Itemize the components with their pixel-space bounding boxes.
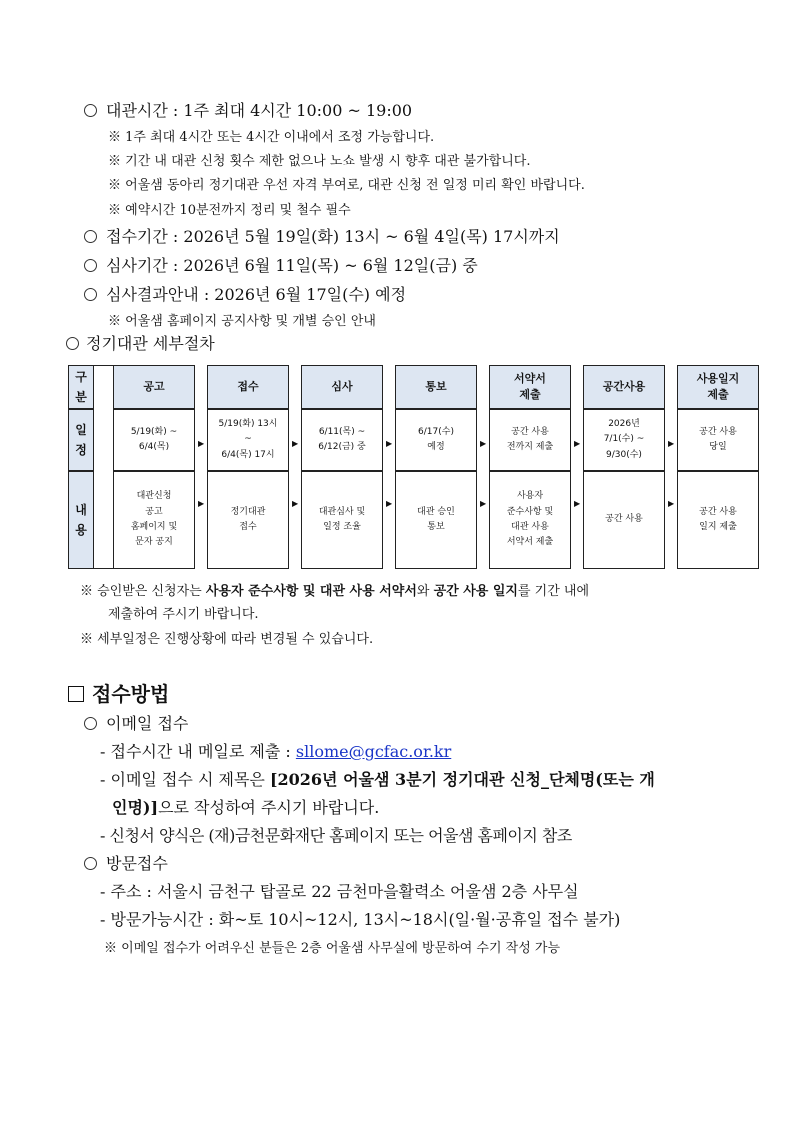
step-header: 통보	[395, 365, 477, 409]
arrow-right-icon: ▶	[574, 439, 581, 448]
table-spacer	[94, 365, 113, 569]
circle-bullet-icon	[84, 104, 97, 117]
arrow-right-icon: ▶	[292, 499, 299, 508]
email-link[interactable]: sllome@gcfac.or.kr	[295, 742, 452, 761]
step-header: 공간사용	[583, 365, 665, 409]
step-date: 6/17(수) 예정	[395, 409, 477, 471]
review-period: 심사기간 : 2026년 6월 11일(목) ~ 6월 12일(금) 중	[84, 253, 478, 276]
step-content: 대관심사 및 일정 조율	[301, 471, 383, 569]
result-notice: 심사결과안내 : 2026년 6월 17일(수) 예정	[84, 282, 406, 305]
step-content: 공간 사용 일지 제출	[677, 471, 759, 569]
row-header-content: 내 용	[68, 471, 94, 569]
step-date: 공간 사용 전까지 제출	[489, 409, 571, 471]
hours-note: ※ 어울샘 동아리 정기대관 우선 자격 부여로, 대관 신청 전 일정 미리 확인 바랍니다.	[108, 178, 585, 193]
step-header: 서약서 제출	[489, 365, 571, 409]
arrow-right-icon: ▶	[386, 439, 393, 448]
step-date: 6/11(목) ~ 6/12(금) 중	[301, 409, 383, 471]
circle-bullet-icon	[84, 857, 97, 870]
subject-line: - 이메일 접수 시 제목은 [2026년 어울샘 3분기 정기대관 신청_단체명(또는 개	[100, 770, 655, 789]
step-date: 5/19(화) 13시 ~ 6/4(목) 17시	[207, 409, 289, 471]
email-line: - 접수시간 내 메일로 제출 : sllome@gcfac.or.kr	[100, 742, 452, 761]
circle-bullet-icon	[84, 259, 97, 272]
visit-note: ※ 이메일 접수가 어려우신 분들은 2층 어울샘 사무실에 방문하여 수기 작성 가능	[104, 941, 561, 956]
procedure-flow-table	[68, 365, 738, 569]
arrow-right-icon: ▶	[574, 499, 581, 508]
procedure-note-1: ※ 승인받은 신청자는 사용자 준수사항 및 대관 사용 서약서와 공간 사용 일지를 기간 내에	[80, 584, 590, 599]
procedure-note-2: ※ 세부일정은 진행상황에 따라 변경될 수 있습니다.	[80, 632, 374, 647]
arrow-right-icon: ▶	[198, 439, 205, 448]
email-method: 이메일 접수	[84, 711, 188, 734]
circle-bullet-icon	[84, 288, 97, 301]
result-note: ※ 어울샘 홈페이지 공지사항 및 개별 승인 안내	[108, 314, 376, 329]
step-header: 사용일지 제출	[677, 365, 759, 409]
arrow-right-icon: ▶	[480, 499, 487, 508]
hours-text: 대관시간 : 1주 최대 4시간 10:00 ~ 19:00	[106, 101, 413, 120]
visit-hours-line: - 방문가능시간 : 화~토 10시~12시, 13시~18시(일·월·공휴일 접수 불가)	[100, 910, 621, 929]
circle-bullet-icon	[66, 337, 79, 350]
application-period: 접수기간 : 2026년 5월 19일(화) 13시 ~ 6월 4일(목) 17시까지	[84, 224, 560, 247]
hours-item	[84, 98, 412, 121]
step-date: 공간 사용 당일	[677, 409, 759, 471]
step-date: 2026년 7/1(수) ~ 9/30(수)	[583, 409, 665, 471]
visit-method: 방문접수	[84, 851, 168, 874]
square-bullet-icon	[68, 686, 84, 702]
form-line: - 신청서 양식은 (재)금천문화재단 홈페이지 또는 어울샘 홈페이지 참조	[100, 826, 572, 845]
step-content: 공간 사용	[583, 471, 665, 569]
arrow-right-icon: ▶	[668, 439, 675, 448]
circle-bullet-icon	[84, 717, 97, 730]
step-content: 대관신청 공고 홈페이지 및 문자 공지	[113, 471, 195, 569]
arrow-right-icon: ▶	[386, 499, 393, 508]
circle-bullet-icon	[84, 230, 97, 243]
arrow-right-icon: ▶	[292, 439, 299, 448]
row-header-schedule: 일 정	[68, 409, 94, 471]
procedure-note-1-cont: 제출하여 주시기 바랍니다.	[108, 607, 259, 622]
row-header-category: 구 분	[68, 365, 94, 409]
arrow-right-icon: ▶	[480, 439, 487, 448]
step-header: 심사	[301, 365, 383, 409]
subject-line-cont: 인명)]으로 작성하여 주시기 바랍니다.	[112, 798, 380, 817]
step-content: 대관 승인 통보	[395, 471, 477, 569]
step-content: 정기대관 접수	[207, 471, 289, 569]
step-date: 5/19(화) ~ 6/4(목)	[113, 409, 195, 471]
hours-note: ※ 1주 최대 4시간 또는 4시간 이내에서 조정 가능합니다.	[108, 130, 435, 145]
method-heading: 접수방법	[68, 678, 169, 707]
hours-note: ※ 예약시간 10분전까지 정리 및 철수 필수	[108, 203, 351, 218]
step-header: 접수	[207, 365, 289, 409]
procedure-heading: 정기대관 세부절차	[66, 331, 215, 354]
hours-note: ※ 기간 내 대관 신청 횟수 제한 없으나 노쇼 발생 시 향후 대관 불가합니다.	[108, 154, 531, 169]
step-header: 공고	[113, 365, 195, 409]
address-line: - 주소 : 서울시 금천구 탑골로 22 금천마을활력소 어울샘 2층 사무실	[100, 882, 579, 901]
arrow-right-icon: ▶	[198, 499, 205, 508]
step-content: 사용자 준수사항 및 대관 사용 서약서 제출	[489, 471, 571, 569]
arrow-right-icon: ▶	[668, 499, 675, 508]
